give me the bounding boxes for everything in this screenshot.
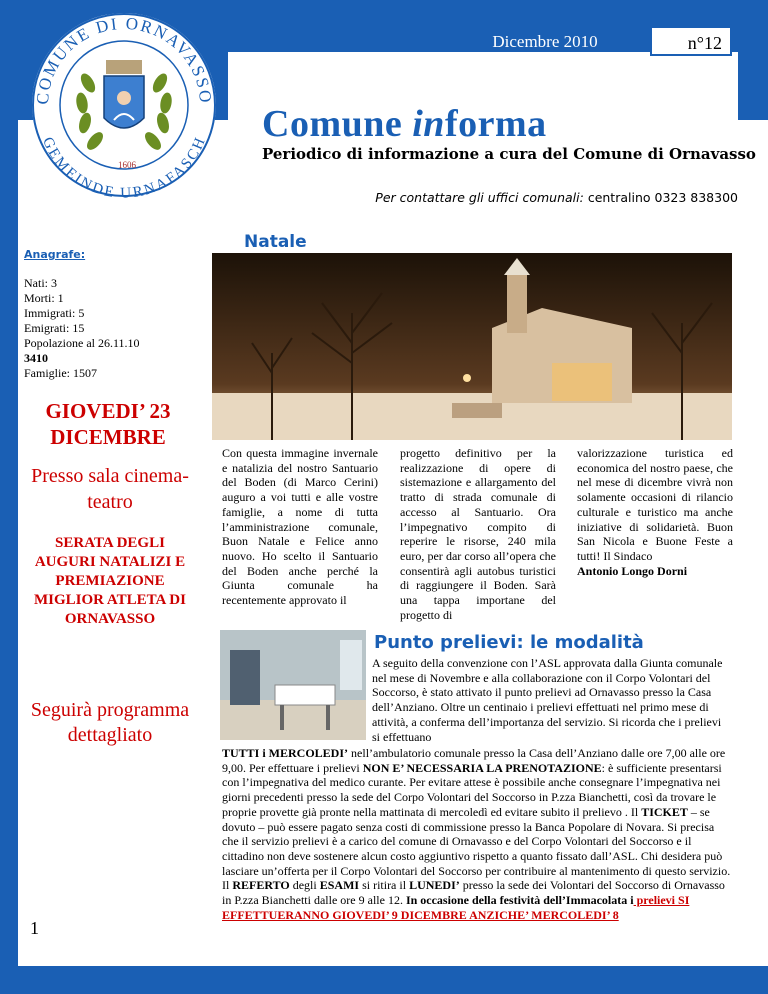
natale-column-3-text: valorizzazione turistica ed economica del nostro paese, che nel mese di dicembre vivrà non solamente occasioni di rilancio culturale e turistico ma anche iniziative di solidarietà. Buon San Nicola e Buone Feste a tutti! Il Sindaco: [577, 446, 733, 563]
contact-bar: [18, 190, 738, 210]
prelievi-text-5: si ritira il: [359, 878, 410, 893]
prelievi-intro: A seguito della convenzione con l’ASL approvata dalla Giunta comunale nel mese di Novembre e alla collaborazione con il Corpo Volontari del Soccorso, è stato attivato il punto prelievi ad Ornavasso presso la Casa dell’Anziano. Oltre un centinaio i prelievi effettuati nel primo mese di attività, a conferma dell’importanza del servizio. Si ricorda che i prelievi si effettuano: [372, 656, 723, 744]
issue-number: n°12: [650, 26, 732, 56]
svg-text:1606: 1606: [118, 160, 136, 170]
prelievi-bold-4: REFERTO: [232, 878, 290, 893]
natale-title: Natale: [244, 232, 307, 252]
event-date: GIOVEDI’ 23 DICEMBRE: [45, 399, 171, 449]
frame-bottom: [0, 966, 768, 994]
page-number: 1: [30, 918, 39, 938]
publication-title: [262, 102, 547, 146]
anagrafe-morti: Morti: 1: [24, 291, 64, 305]
natale-column-2: progetto definitivo per la realizzazione di opere di sistemazione e allargamento del tratto di strada comunale di accesso al Santuario. Ora l’impegnativo compito di reperire le risorse, 240 mila euro, per dar corso all’opera che consentirà agli autobus turistici di raggiungere il Boden. Sarà una tappa importane del progetto di: [400, 446, 556, 622]
event-name: SERATA DEGLI AUGURI NATALIZI E PREMIAZIONE MIGLIOR ATLETA DI ORNAVASSO: [34, 535, 186, 627]
logo-text-bottom: GEMEINDE URNAFASCH: [39, 134, 209, 202]
prelievi-bold-6: LUNEDI’: [409, 878, 460, 893]
anagrafe-immigrati: Immigrati: 5: [24, 306, 85, 320]
anagrafe-popolazione: Popolazione al 26.11.10: [24, 336, 140, 350]
prelievi-bold-7: In occasione della festività dell’Immacolata i: [405, 893, 634, 908]
prelievi-text-1: nell’ambulatorio comunale presso la Casa dell’Anziano dalle ore 7,00 alle ore 9,00. Per effettuare i prelievi: [222, 746, 726, 775]
contact-value: centralino 0323 838300: [583, 190, 738, 205]
prelievi-bold-1: TUTTI i MERCOLEDI’: [222, 746, 349, 760]
prelievi-body: [222, 746, 732, 922]
event-more: Seguirà programma dettagliato: [30, 699, 190, 746]
prelievi-text-2: : è sufficiente presentarsi con l’impegnativa del medico curante. Per evitare attese è possibile anche consegnare l’impegnativa nei giorni precedenti presso la sede del Corpo Volontari del Soccorso in P.zza Bianchetti, così da trovare le proprie provette già pronte nella mattinata di mercoledì ed evitare subito il prelievo . Il: [222, 760, 722, 819]
natale-column-3: [577, 446, 733, 578]
ambulatorio-photo: [220, 630, 366, 740]
prelievi-bold-2: NON E’ NECESSARIA LA PRENOTAZIONE: [362, 760, 602, 775]
santuario-photo: [212, 253, 732, 440]
contact-label: Per contattare gli uffici comunali:: [375, 190, 584, 205]
title-part-3: forma: [444, 103, 547, 145]
title-part-2: in: [412, 103, 445, 145]
anagrafe-popolazione-value: 3410: [24, 351, 48, 365]
issue-date: Dicembre 2010: [470, 30, 620, 52]
prelievi-text-4: degli: [289, 878, 320, 893]
logo-text-top: COMUNE DI ORNAVASSO: [32, 13, 216, 106]
prelievi-bold-3: TICKET: [641, 804, 688, 819]
anagrafe-nati: Nati: 3: [24, 276, 57, 290]
prelievi-text-6: presso la sede dei Volontari del Soccorso di Ornavasso in P.zza Bianchetti dalle ore 9 alle 12.: [222, 878, 725, 908]
prelievi-title: Punto prelievi: le modalità: [374, 632, 644, 653]
publication-subtitle: Periodico di informazione a cura del Comune di Ornavasso: [262, 145, 756, 163]
natale-column-1: Con questa immagine invernale e natalizia del nostro Santuario del Boden (di Marco Cerini) auguro a voi tutti e alle vostre famiglie, a nome di tutta l’amministrazione comunale, Buon Natale e Felice anno nuovo. Ho scelto il Santuario del Boden anche perché la Giunta comunale ha recentemente approvato il: [222, 446, 378, 608]
prelievi-text-3: – se dovuto – può essere pagato senza costi di commissione presso la Banca Popolare di Novara. Si precisa che il servizio prelievi è a carico del comune di Ornavasso e del Corpo Volontari del Soccorso e il cittadino non deve sostenere alcun costo aggiuntivo rispetto a quanto fissato dall’ASL. Chi desidera può lasciare un’offerta per il Corpo Volontari del Soccorso per contribuire al mantenimento di questo servizio. Il: [222, 804, 731, 893]
prelievi-notice: prelievi SI EFFETTUERANNO GIOVEDI’ 9 DICEMBRE ANZICHE’ MERCOLEDI’ 8: [222, 893, 690, 922]
comune-logo: [18, 8, 228, 203]
signature: Antonio Longo Dorni: [577, 563, 688, 578]
frame-left: [0, 0, 18, 994]
title-part-1: Comune: [262, 103, 413, 145]
prelievi-bold-5: ESAMI: [319, 878, 360, 893]
anagrafe-emigrati: Emigrati: 15: [24, 321, 85, 335]
crown-icon: [106, 60, 142, 74]
event-place: Presso sala cinema-teatro: [31, 465, 189, 513]
anagrafe-title: Anagrafe:: [24, 248, 86, 261]
anagrafe-famiglie: Famiglie: 1507: [24, 366, 97, 380]
anagrafe-list: [24, 276, 140, 381]
